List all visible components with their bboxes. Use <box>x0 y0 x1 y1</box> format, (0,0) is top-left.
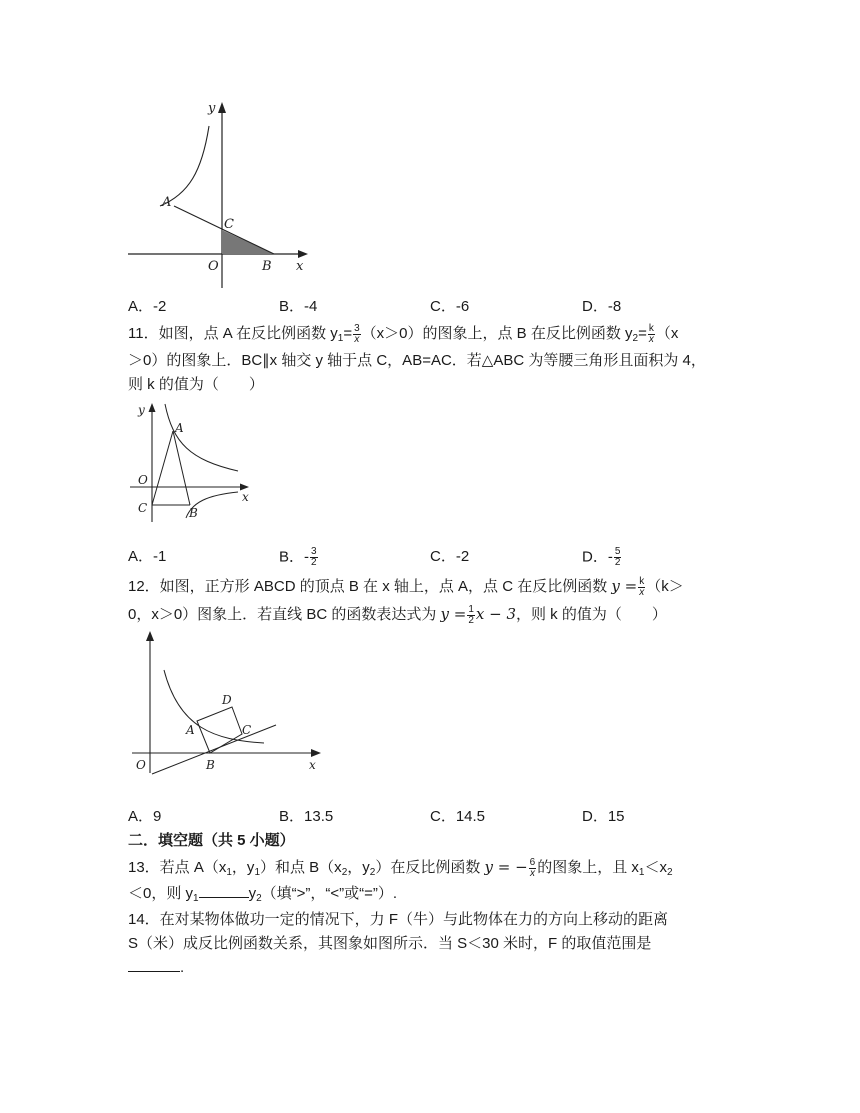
square-abcd <box>197 707 242 753</box>
q11-option-a: A．-1 <box>128 548 167 565</box>
label-a: A <box>186 723 195 737</box>
label-b: B <box>206 758 215 772</box>
q11-option-c: C．-2 <box>430 548 470 565</box>
segment-ac <box>152 431 173 505</box>
label-a: A <box>162 195 172 210</box>
q10-option-c: C．-6 <box>430 298 470 315</box>
answer-blank[interactable] <box>128 971 180 972</box>
label-c: C <box>138 501 148 515</box>
q12-option-d: D．15 <box>582 808 625 825</box>
label-b: B <box>189 506 198 520</box>
answer-blank[interactable] <box>199 897 249 898</box>
figure-q11 <box>128 398 258 524</box>
q13-line-2: ＜0，则 $y_1$ $y_2$（填“>”，“<”或“=”）. <box>128 885 398 904</box>
hyperbola-upper <box>165 404 238 471</box>
q10-option-d: D．-8 <box>582 298 622 315</box>
q11-option-b: B．- $\frac{3}{2}$ <box>279 546 317 568</box>
q10-option-a: A．-2 <box>128 298 167 315</box>
fraction-3-over-2: $\frac{3}{2}$ <box>311 546 317 568</box>
y-axis-arrow <box>149 403 156 412</box>
section-heading: 二．填空题（共 5 小题） <box>128 832 295 849</box>
fraction-5-over-2: $\frac{5}{2}$ <box>614 546 621 568</box>
label-c: C <box>224 217 234 232</box>
q14-line-3: . <box>128 957 184 979</box>
q12-option-c: C．14.5 <box>430 808 486 825</box>
label-x: x <box>309 758 316 772</box>
label-y: y <box>138 403 145 417</box>
y-axis-arrow <box>146 631 154 641</box>
fraction-1-over-2: $\frac{1}{2}$ <box>468 603 474 626</box>
q11-line-1: 11．如图，点 A 在反比例函数 $y_1=$ $\frac{3}{x}$ （x＞0）的图象上，点 B 在反比例函数 $y_2=$ $\frac{k}{x}$ （x <box>128 322 679 345</box>
q12-line-2: 0，x＞0）图象上．若直线 BC 的函数表达式为 y = $\frac{1}{2}$ x − 3，则 k 的值为（ ） <box>128 603 667 626</box>
fraction-6-over-x: $\frac{6}{x}$ <box>529 856 536 879</box>
q14-line-2: S（米）成反比例函数关系，其图象如图所示．当 S＜30 米时，F 的取值范围是 <box>128 935 652 952</box>
q11-line-2: ＞0）的图象上．BC∥x 轴交 y 轴于点 C，AB=AC．若△ABC 为等腰三角形且面积为 4， <box>128 352 706 369</box>
hyperbola-curve <box>160 126 209 206</box>
label-x: x <box>242 490 249 504</box>
label-a: A <box>175 421 184 435</box>
x-axis-arrow <box>298 250 308 258</box>
label-c: C <box>242 723 252 737</box>
label-o: O <box>208 259 219 274</box>
q12-line-1: 12．如图，正方形 ABCD 的顶点 B 在 x 轴上，点 A，点 C 在反比例函数 y = $\frac{k}{x}$ （k＞ <box>128 575 684 598</box>
q12-option-b: B．13.5 <box>279 808 334 825</box>
q11-line-3: 则 k 的值为（ ） <box>128 376 264 393</box>
fraction-k-over-x: $\frac{k}{x}$ <box>648 322 654 345</box>
fraction-k-over-x: $\frac{k}{x}$ <box>639 575 645 598</box>
x-axis-arrow <box>311 749 321 757</box>
label-b: B <box>262 259 272 274</box>
label-x: x <box>296 259 304 274</box>
fraction-3-over-x: $\frac{3}{x}$ <box>354 322 360 345</box>
q10-option-b: B．-4 <box>279 298 318 315</box>
label-o: O <box>138 473 148 487</box>
label-y: y <box>208 101 216 116</box>
figure-q10 <box>124 96 314 292</box>
figure-q12 <box>124 628 324 776</box>
y-axis-arrow <box>218 102 226 113</box>
q12-option-a: A．9 <box>128 808 162 825</box>
q13-line-1: 13．若点 $A(x_1$，$y_1$）和点 $B(x_2$，$y_2$）在反比例函数 y = − $\frac{6}{x}$ 的图象上，且 $x_1<x_2$ <box>128 856 673 879</box>
label-d: D <box>222 693 232 707</box>
label-o: O <box>136 758 146 772</box>
q14-line-1: 14．在对某物体做功一定的情况下，力 F（牛）与此物体在力的方向上移动的距离 <box>128 911 669 928</box>
q11-option-d: D．- $\frac{5}{2}$ <box>582 546 621 568</box>
